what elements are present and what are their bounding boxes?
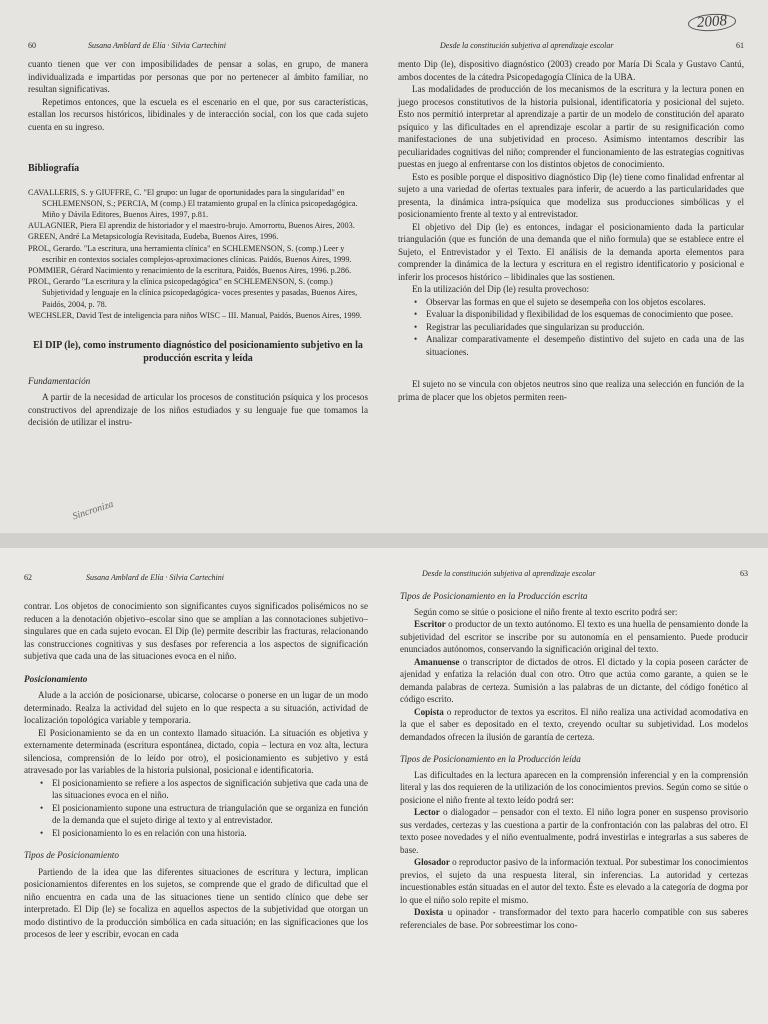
term: Glosador <box>414 857 450 867</box>
term: Amanuense <box>414 656 460 667</box>
definition-amanuense <box>400 656 748 706</box>
paragraph: Alude a la acción de posicionarse, ubicarse, colocarse o ponerse en un lugar de un modo determinado. Realza la actividad del sujeto en lo que respecta a su situación, actividad de localización topológica variable y temporaria. <box>24 690 368 725</box>
definition-doxista <box>400 906 748 931</box>
list-item: • El posicionamiento lo es en relación con una historia. <box>52 827 368 840</box>
bibliography-heading: Bibliografía <box>28 163 80 174</box>
term: Doxista <box>414 907 444 917</box>
list-item: • El posicionamiento se refiere a los aspectos de significación subjetiva que cada una de las situaciones evoca en el niño. <box>52 777 368 802</box>
paragraph: contrar. Los objetos de conocimiento son significantes cuyos significados polisémicos no se reducen a la denotación objetivo–escolar sino que se amplían a las connotaciones subjetivo–singulares que en cada sujeto evocan. El Dip (le) permite describir las fracturas, relacionando las construcciones cognitivas y sus desfases por referencia a los aspectos de significación subjetiva que cada una de las situaciones evoca en el niño. <box>24 601 368 661</box>
page-60-body <box>28 58 368 429</box>
bibliography-list <box>28 187 368 321</box>
running-head <box>28 40 368 52</box>
subsection-heading: Posicionamiento <box>24 673 88 684</box>
handwritten-year-stamp: 2008 <box>687 12 736 32</box>
paragraph: En la utilización del Dip (le) resulta provechoso: <box>412 284 590 294</box>
page-number: 63 <box>740 569 748 578</box>
page-61 <box>386 0 768 533</box>
paragraph: cuanto tienen que ver con imposibilidades de pensar a solas, en grupo, de manera individualizada e impartidas por personas que por no pertenecer al ámbito familiar, no resultan significativas. <box>28 59 368 94</box>
list-item: • Observar las formas en que el sujeto se desempeña con los objetos escolares. <box>426 296 744 309</box>
paragraph: El objetivo del Dip (le) es entonces, indagar el posicionamiento dada la particular triangulación (que es función de una demanda que el niño formula) que se establece entre el Sujeto, el Entrevistador y el Texto. El análisis de la demanda aporta elementos para comprender la dinámica de la lectura y escritura en el registro identificatorio y posicional e inferir los procesos histórico – libidinales que las sostienen. <box>398 221 744 282</box>
paragraph: El Posicionamiento se da en un contexto llamado situación. La situación es objetiva y externamente determinada (escritura espontánea, dictado, copia – lectura en voz alta, lectura silenciosa, comprensión de lo leído por otro), el posicionamiento es subjetivo y está atravesado por las variables de la historia pulsional, posicional e identificatoria. <box>24 727 368 775</box>
list-item: • Evaluar la disponibilidad y flexibilidad de los esquemas de conocimiento que posee. <box>426 308 744 321</box>
page-number: 61 <box>736 41 744 50</box>
page-60 <box>0 0 386 533</box>
paragraph: Esto es posible porque el dispositivo diagnóstico Dip (le) tiene como finalidad enfrentar al sujeto a una variedad de ofertas textuales para inferir, de acuerdo a las particularidades que presenta, la dinámica intra-psíquica que modeliza sus producciones simbólicas y el posicionamiento frente al texto y al entrevistador. <box>398 171 744 219</box>
bib-entry: PROL, Gerardo "La escritura y la clínica psicopedagógica" en SCHLEMENSON, S. (comp.) Subjetividad y lenguaje en la clínica psicopedagógica- voces presentes y pasadas, Buenos Aires, Paidós, 2004, p. 78. <box>28 277 358 309</box>
running-author: Susana Amblard de Elía · Silvia Cartechini <box>88 41 226 50</box>
paragraph: A partir de la necesidad de articular los procesos de constitución psíquica y los procesos constructivos del aprendizaje de los niños estudiados y su lenguaje fue que tomamos la decisión de utilizar el instru- <box>28 392 368 428</box>
definition-text: o dialogador – pensador con el texto. El niño logra poner en suspenso provisorio sus verdades, certezas y las cuestiona a partir de la confrontación con las palabras del otro. El texto posee novedades y el niño eventualmente, podrá investirlas e integrarlas a sus saberes de base. <box>400 807 748 855</box>
list-item: • Registrar las peculiaridades que singularizan su producción. <box>426 321 744 334</box>
definition-text: o transcriptor de dictados de otros. El dictado y la copia poseen carácter de ajenidad y enfatiza la relación dual con otro. Otro que actúa como garante, a quien se le demanda palabras de certeza. Sumisión a las palabras de un dictante, del código fonético al código escrito. <box>400 656 748 704</box>
spread-separator <box>0 533 768 548</box>
page-63-body <box>400 590 748 931</box>
definition-text: o productor de un texto autónomo. El texto es una huella de pensamiento donde la subjetividad del escritor se inscribe por su autonomía en el pensamiento. Puede producir enunciados autónomos, conservando la significación original del texto. <box>400 619 748 654</box>
bullet-list <box>24 777 368 840</box>
bullet-list <box>398 296 744 359</box>
page-number: 60 <box>28 41 36 50</box>
subsection-heading: Tipos de Posicionamiento <box>24 850 119 860</box>
bib-entry: AULAGNIER, Piera El aprendiz de historiador y el maestro-brujo. Amorrortu, Buenos Aires, 2003. <box>28 221 355 231</box>
term: Lector <box>414 807 440 817</box>
list-item: • El posicionamiento supone una estructura de triangulación que se organiza en función de la demanda que el sujeto dirige al texto y al entrevistador. <box>52 802 368 827</box>
definition-lector <box>400 806 748 856</box>
page-number: 62 <box>24 573 32 582</box>
bib-entry: GREEN, André La Metapsicología Revisitada, Eudeba, Buenos Aires, 1996. <box>28 232 279 242</box>
bib-entry: WECHSLER, David Test de inteligencia para niños WISC – III. Manual, Paidós, Buenos Aires, 1999. <box>28 310 362 320</box>
definition-text: u opinador - transformador del texto para hacerlo compatible con sus saberes referenciales de base. Por sobreestimar los cono- <box>400 907 748 930</box>
running-source: Desde la constitución subjetiva al aprendizaje escolar <box>440 41 614 50</box>
running-source: Desde la constitución subjetiva al aprendizaje escolar <box>422 569 596 578</box>
handwritten-scribble: Sincroniza <box>71 498 115 523</box>
running-head <box>398 40 744 52</box>
page-62 <box>0 548 386 1024</box>
running-head <box>400 568 748 580</box>
paragraph: Repetimos entonces, que la escuela es el escenario en el que, por sus características, estallan los recursos históricos, libidinales y de interacción social, con los que cada sujeto cuenta en su ingreso. <box>28 96 368 132</box>
definition-copista <box>400 706 748 744</box>
paragraph: mento Dip (le), dispositivo diagnóstico (2003) creado por María Di Scala y Gustavo Cantú, ambos docentes de la cátedra Psicopedagogía Clínica de la UBA. <box>398 59 744 82</box>
definition-text: o reproductor pasivo de la información textual. Por subestimar los conocimientos previos, el sujeto da una respuesta literal, sin inferencias. La autoridad y certezas incuestionables están situadas en el autor del texto. Éste es elevado a la categoría de dogma por lo que el niño solo repite el mismo. <box>400 857 748 905</box>
page-63 <box>386 548 768 1024</box>
list-item: • Analizar comparativamente el desempeño distintivo del sujeto en cada una de las situaciones. <box>426 333 744 358</box>
definition-text: o reproductor de textos ya escritos. El niño realiza una actividad acomodativa en la que el saber es depositado en el texto, creyendo ocultar su subjetividad. Los modelos demandados ofrecen la ilusión de garantía de certeza. <box>400 706 748 742</box>
paragraph: Según como se sitúe o posicione el niño frente al texto escrito podrá ser: <box>414 606 678 617</box>
subsection-heading: Tipos de Posicionamiento en la Producción leída <box>400 754 581 764</box>
bib-entry: PROL, Gerardo. "La escritura, una herramienta clínica" en SCHLEMENSON, S. (comp.) Leer y escribir en contextos sociales complejos-aproximaciones clínicas. Paidós, Buenos Aires, 1999. <box>28 243 352 264</box>
term: Escritor <box>414 619 446 629</box>
section-heading: El DIP (le), como instrumento diagnóstico del posicionamiento subjetivo en la producción escrita y leída <box>33 339 363 364</box>
bib-entry: POMMIER, Gérard Nacimiento y renacimiento de la escritura, Paidós, Buenos Aires, 1996. p.286. <box>28 265 352 275</box>
running-head <box>24 572 368 584</box>
definition-glosador <box>400 856 748 906</box>
subsection-heading: Fundamentación <box>28 375 91 386</box>
paragraph: Las modalidades de producción de los mecanismos de la escritura y la lectura ponen en juego procesos constitutivos de la historia pulsional, identificatoria y posicional del sujeto. Esto nos permitió interpretar al aprendizaje a partir de un modelo de constitución del aparato psíquico y las dificultades en el aprendizaje escolar a partir de su resignificación como manifestaciones de una subjetividad en proceso. Asimismo intentamos describir las peculiaridades cognitivas del niño; comprender el funcionamiento de las estrategias cognitivas puestas en juego al enfrentarse con los distintos objetos de conocimiento. <box>398 84 744 169</box>
paragraph: Partiendo de la idea que las diferentes situaciones de escritura y lectura, implican posicionamientos diferentes en los sujetos, se comprende que el grado de dificultad que el niño encuentra en cada una de las situaciones tiene un sentido clínico que debe ser interpretado. El Dip (le) se focaliza en aquellos aspectos de la subjetividad que otorgan un modo distintivo de la producción simbólica en cada situación; en las significaciones que los procesos de leer y escribir, evocan en cada <box>24 866 368 939</box>
definition-escritor <box>400 618 748 656</box>
term: Copista <box>414 706 444 717</box>
paragraph: Las dificultades en la lectura aparecen en la comprensión inferencial y en la comprensión literal y las dos requieren de la utilización de los conocimientos previos. Según como se sitúe o posicione el niño frente al texto leído podrá ser: <box>400 769 748 805</box>
page-61-body <box>398 58 744 403</box>
page-62-body <box>24 600 368 941</box>
paragraph: El sujeto no se vincula con objetos neutros sino que realiza una selección en función de la prima de placer que los objetos permiten reen- <box>398 379 744 402</box>
subsection-heading: Tipos de Posicionamiento en la Producción escrita <box>400 591 588 601</box>
running-author: Susana Amblard de Elía · Silvia Cartechini <box>86 573 224 582</box>
bib-entry: CAVALLERIS, S. y GIUFFRE, C. "El grupo: un lugar de oportunidades para la singularidad" en SCHLEMENSON, S.; PERCIA, M (comp.) El tratamiento grupal en la clínica psicopedagógica. Miño y Dávila Editores, Buenos Aires, 1997, p.81. <box>28 187 358 219</box>
